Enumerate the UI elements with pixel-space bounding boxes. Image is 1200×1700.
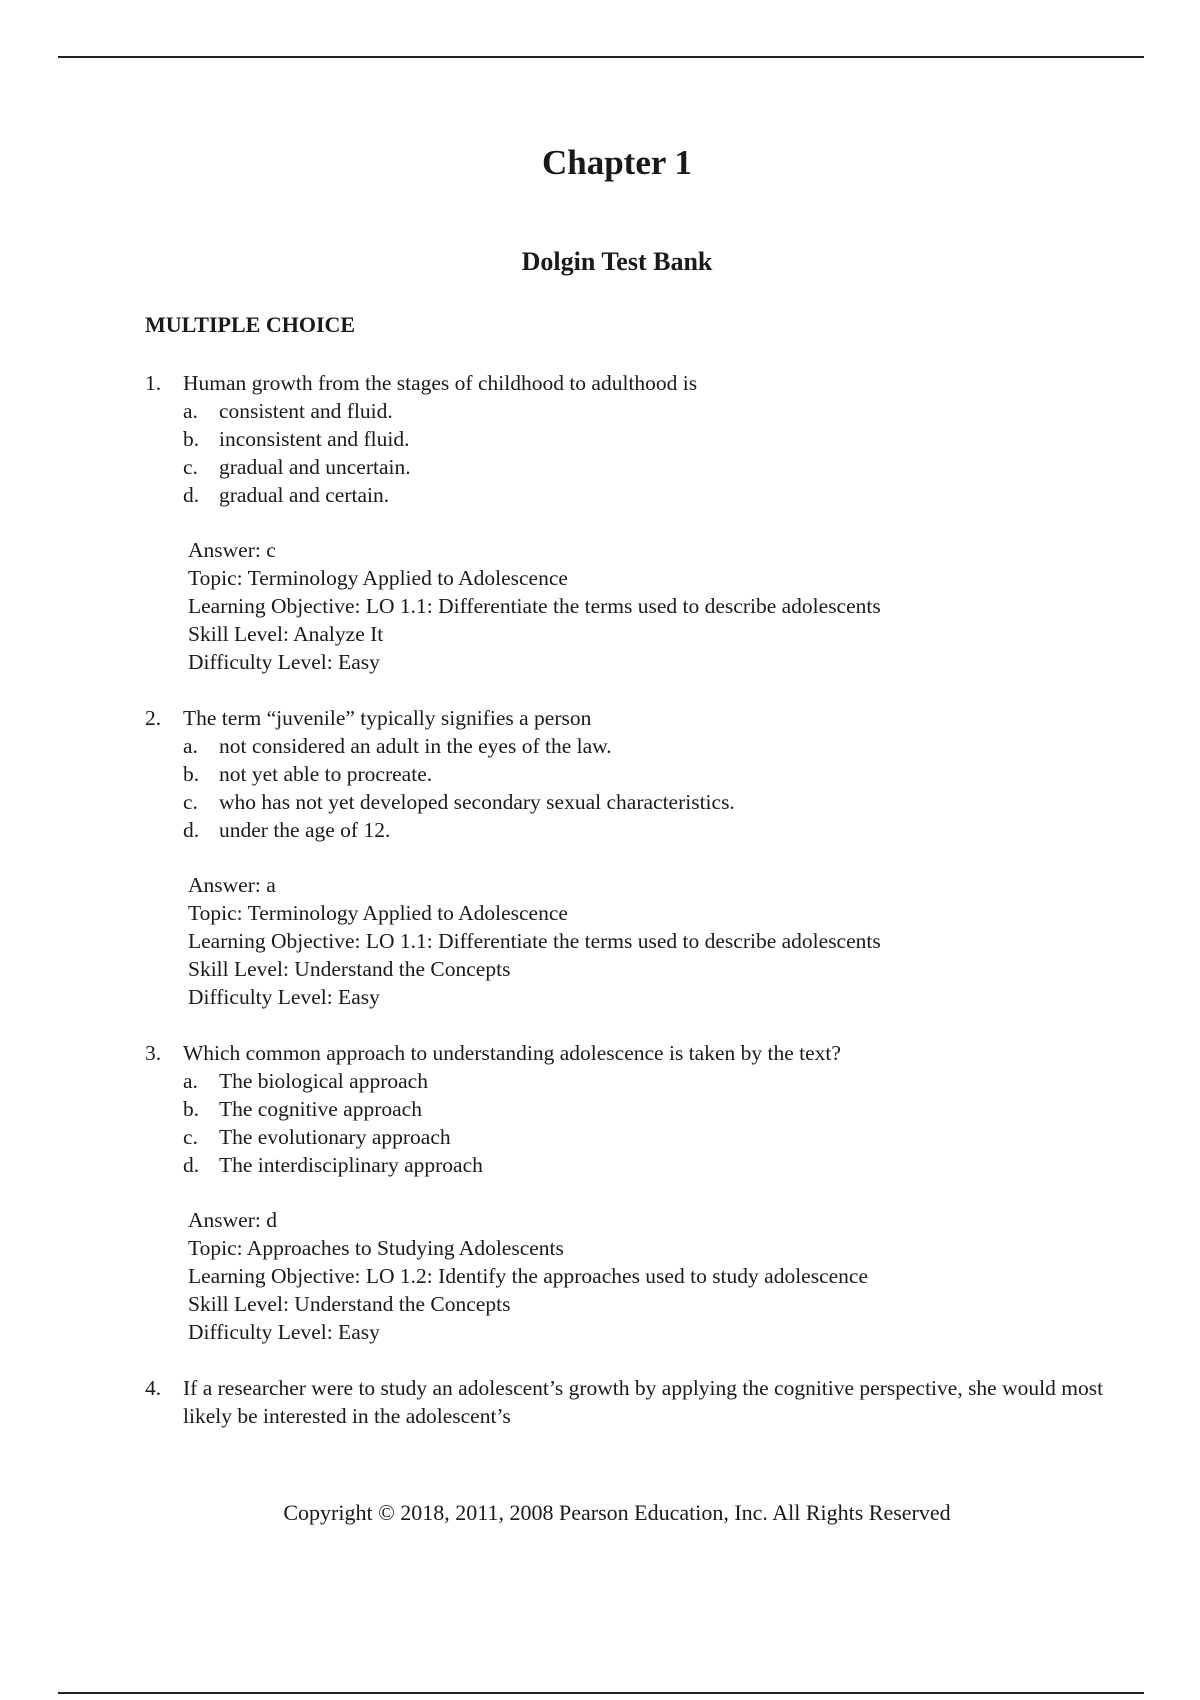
question-stem: If a researcher were to study an adolescent’s growth by applying the cognitive perspective, she would most likely be interested in the adolescent’s — [183, 1376, 1104, 1428]
question-3 — [145, 1039, 1105, 1346]
difficulty-level-line: Difficulty Level: Easy — [188, 985, 380, 1009]
option-a — [183, 1067, 1105, 1095]
option-text: not yet able to procreate. — [219, 762, 433, 786]
option-a — [183, 732, 1105, 760]
topic-line: Topic: Approaches to Studying Adolescents — [188, 1236, 564, 1260]
chapter-title: Chapter 1 — [541, 143, 693, 182]
skill-level-line: Skill Level: Analyze It — [188, 622, 384, 646]
option-d — [183, 481, 1105, 509]
option-b — [183, 425, 1105, 453]
option-text: The interdisciplinary approach — [219, 1153, 483, 1177]
answer-line: Answer: a — [188, 873, 276, 897]
option-text: under the age of 12. — [219, 818, 391, 842]
answer-metadata — [188, 871, 1105, 1011]
skill-level-line: Skill Level: Understand the Concepts — [188, 957, 511, 981]
option-d — [183, 816, 1105, 844]
option-c — [183, 1123, 1105, 1151]
option-letter: a. — [183, 734, 198, 758]
option-text: who has not yet developed secondary sexual characteristics. — [219, 790, 735, 814]
option-list — [183, 1067, 1105, 1179]
topic-line: Topic: Terminology Applied to Adolescence — [188, 901, 568, 925]
option-text: consistent and fluid. — [219, 399, 393, 423]
option-b — [183, 1095, 1105, 1123]
option-letter: c. — [183, 790, 198, 814]
option-letter: d. — [183, 483, 200, 507]
option-letter: a. — [183, 1069, 198, 1093]
top-rule — [58, 56, 1144, 58]
learning-objective-line: Learning Objective: LO 1.2: Identify the approaches used to study adolescence — [188, 1264, 869, 1288]
copyright-footer: Copyright © 2018, 2011, 2008 Pearson Education, Inc. All Rights Reserved — [283, 1500, 951, 1525]
difficulty-level-line: Difficulty Level: Easy — [188, 1320, 380, 1344]
option-text: inconsistent and fluid. — [219, 427, 410, 451]
question-number: 4. — [145, 1376, 162, 1400]
question-stem: The term “juvenile” typically signifies a person — [183, 706, 592, 730]
learning-objective-line: Learning Objective: LO 1.1: Differentiate the terms used to describe adolescents — [188, 929, 881, 953]
learning-objective-line: Learning Objective: LO 1.1: Differentiate the terms used to describe adolescents — [188, 594, 881, 618]
option-c — [183, 453, 1105, 481]
document-subtitle: Dolgin Test Bank — [521, 247, 713, 276]
option-letter: b. — [183, 427, 200, 451]
option-text: The biological approach — [219, 1069, 428, 1093]
question-number: 2. — [145, 706, 162, 730]
option-text: gradual and uncertain. — [219, 455, 411, 479]
question-1 — [145, 369, 1105, 676]
option-letter: c. — [183, 1125, 198, 1149]
option-letter: b. — [183, 762, 200, 786]
option-letter: b. — [183, 1097, 200, 1121]
option-letter: d. — [183, 1153, 200, 1177]
skill-level-line: Skill Level: Understand the Concepts — [188, 1292, 511, 1316]
option-letter: d. — [183, 818, 200, 842]
option-text: not considered an adult in the eyes of the law. — [219, 734, 612, 758]
question-2 — [145, 704, 1105, 1011]
option-letter: a. — [183, 399, 198, 423]
option-c — [183, 788, 1105, 816]
option-d — [183, 1151, 1105, 1179]
option-text: gradual and certain. — [219, 483, 390, 507]
question-list — [145, 369, 1105, 1458]
topic-line: Topic: Terminology Applied to Adolescence — [188, 566, 568, 590]
question-stem-line — [145, 369, 1105, 397]
bottom-rule — [58, 1692, 1144, 1694]
section-heading: MULTIPLE CHOICE — [145, 312, 356, 337]
option-a — [183, 397, 1105, 425]
option-text: The cognitive approach — [219, 1097, 422, 1121]
question-stem: Which common approach to understanding adolescence is taken by the text? — [183, 1041, 841, 1065]
answer-line: Answer: d — [188, 1208, 277, 1232]
option-text: The evolutionary approach — [219, 1125, 451, 1149]
option-letter: c. — [183, 455, 198, 479]
question-number: 3. — [145, 1041, 162, 1065]
question-stem-line — [145, 704, 1105, 732]
option-b — [183, 760, 1105, 788]
answer-metadata — [188, 1206, 1105, 1346]
question-4 — [145, 1374, 1105, 1430]
option-list — [183, 732, 1105, 844]
answer-line: Answer: c — [188, 538, 276, 562]
question-stem-line — [145, 1039, 1105, 1067]
question-number: 1. — [145, 371, 162, 395]
difficulty-level-line: Difficulty Level: Easy — [188, 650, 380, 674]
question-stem-line — [145, 1374, 1105, 1430]
question-stem: Human growth from the stages of childhood to adulthood is — [183, 371, 698, 395]
answer-metadata — [188, 536, 1105, 676]
option-list — [183, 397, 1105, 509]
